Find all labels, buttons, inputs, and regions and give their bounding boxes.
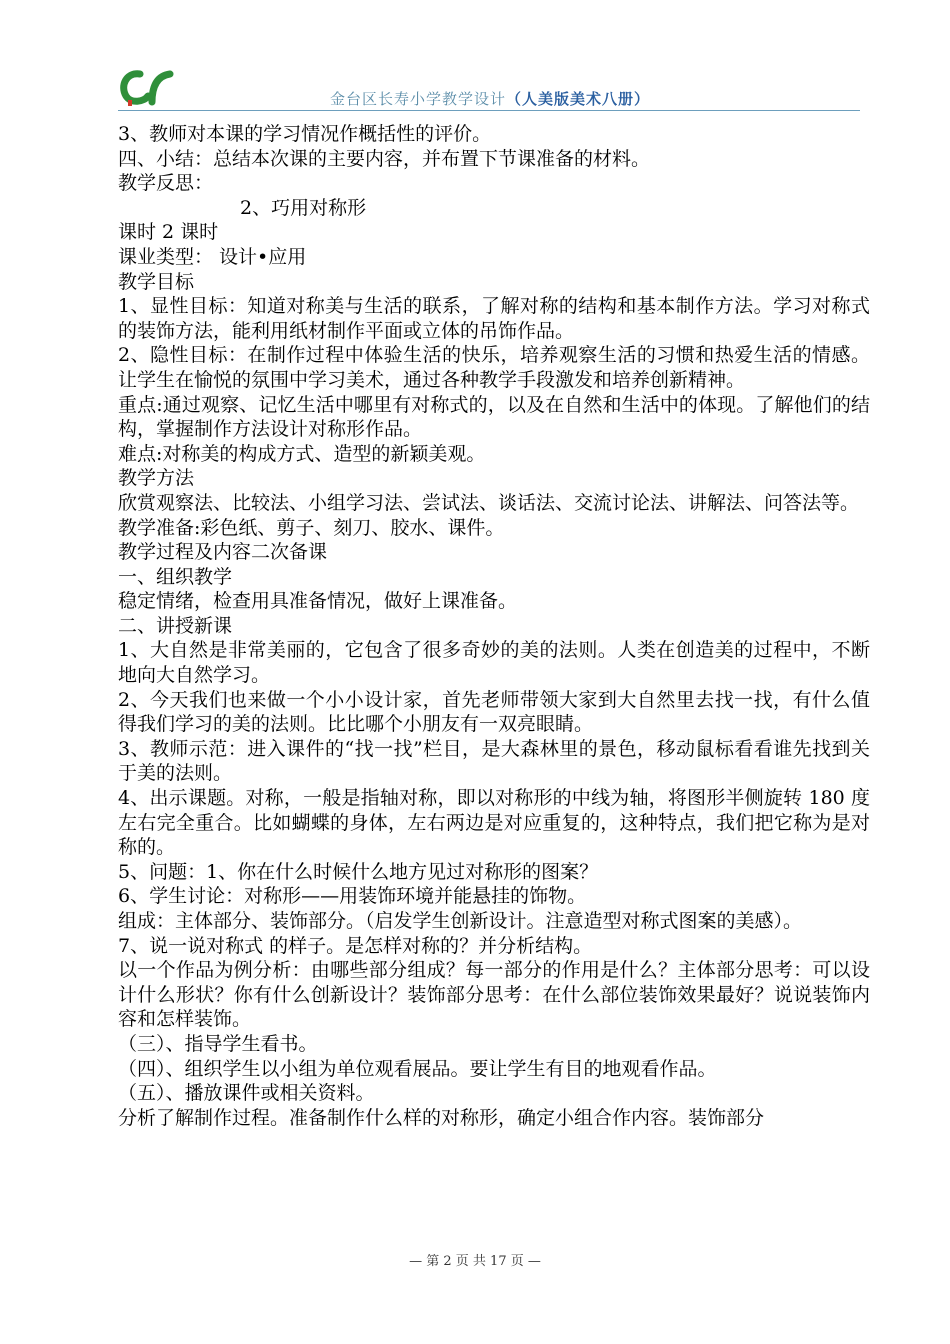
paragraph: 重点:通过观察、记忆生活中哪里有对称式的，以及在自然和生活中的体现。了解他们的结构，掌握制作方法设计对称形作品。: [118, 393, 870, 441]
header-divider: [118, 110, 860, 111]
paragraph: 四、小结：总结本次课的主要内容，并布置下节课准备的材料。: [118, 147, 651, 170]
school-logo-icon: [118, 66, 178, 110]
paragraph: 2、隐性目标：在制作过程中体验生活的快乐，培养观察生活的习惯和热爱生活的情感。让学生在愉悦的氛围中学习美术，通过各种教学手段激发和培养创新精神。: [118, 344, 870, 391]
paragraph: 5、问题：1、你在什么时候什么地方见过对称形的图案？: [118, 860, 599, 883]
paragraph: 4、出示课题。对称，一般是指轴对称，即以对称形的中线为轴，将图形半侧旋转 180 度左右完全重合。比如蝴蝶的身体，左右两边是对应重复的，这种特点，我们把它称为是对称的。: [118, 787, 870, 859]
paragraph: 教学反思：: [118, 172, 214, 195]
paragraph: 7、说一说对称式 的样子。是怎样对称的？并分析结构。: [118, 934, 593, 957]
header-title: 金台区长寿小学教学设计（人美版美术八册）: [330, 90, 651, 108]
paragraph: 难点:对称美的构成方式、造型的新颖美观。: [118, 442, 486, 465]
section-heading: 一、组织教学: [118, 565, 233, 588]
paragraph: 6、学生讨论：对称形——用装饰环境并能悬挂的饰物。: [118, 885, 587, 908]
paragraph: （四）、组织学生以小组为单位观看展品。要让学生有目的地观看作品。: [118, 1057, 717, 1080]
paragraph: 分析了解制作过程。准备制作什么样的对称形，确定小组合作内容。装饰部分: [118, 1106, 765, 1129]
paragraph: 2、今天我们也来做一个小小设计家，首先老师带领大家到大自然里去找一找，有什么值得我们学习的美的法则。比比哪个小朋友有一双亮眼睛。: [118, 688, 870, 736]
section-heading: 教学过程及内容二次备课: [118, 541, 328, 564]
page-number-footer: — 第 2 页 共 17 页 —: [409, 1254, 541, 1269]
paragraph: 3、教师对本课的学习情况作概括性的评价。: [118, 123, 492, 145]
paragraph: 以一个作品为例分析：由哪些部分组成？每一部分的作用是什么？主体部分思考：可以设计什么形状？你有什么创新设计？装饰部分思考：在什么部位装饰效果最好？说说装饰内容和怎样装饰。: [118, 959, 870, 1031]
paragraph: 稳定情绪，检查用具准备情况，做好上课准备。: [118, 590, 518, 613]
paragraph: 1、大自然是非常美丽的，它包含了很多奇妙的美的法则。人类在创造美的过程中，不断地向大自然学习。: [118, 639, 870, 687]
paragraph: （五）、播放课件或相关资料。: [118, 1082, 375, 1105]
section-heading: 教学目标: [118, 270, 195, 293]
paragraph: 课业类型： 设计•应用: [118, 245, 307, 268]
paragraph: （三）、指导学生看书。: [118, 1032, 318, 1055]
section-heading: 二、讲授新课: [118, 614, 233, 637]
paragraph: 课时 2 课时: [118, 221, 219, 244]
paragraph: 欣赏观察法、比较法、小组学习法、尝试法、谈话法、交流讨论法、讲解法、问答法等。: [118, 491, 860, 514]
paragraph: 教学准备:彩色纸、剪子、刻刀、胶水、课件。: [118, 516, 505, 539]
paragraph: 3、教师示范：进入课件的“找一找”栏目，是大森林里的景色，移动鼠标看看谁先找到关于美的法则。: [118, 737, 870, 785]
section-heading: 教学方法: [118, 467, 195, 490]
document-body: [118, 122, 870, 1130]
paragraph: 组成：主体部分、装饰部分。（启发学生创新设计。注意造型对称式图案的美感）。: [118, 910, 803, 932]
lesson-title: 2、巧用对称形: [240, 196, 367, 219]
paragraph: 1、显性目标：知道对称美与生活的联系，了解对称的结构和基本制作方法。学习对称式的装饰方法，能利用纸材制作平面或立体的吊饰作品。: [118, 295, 870, 342]
